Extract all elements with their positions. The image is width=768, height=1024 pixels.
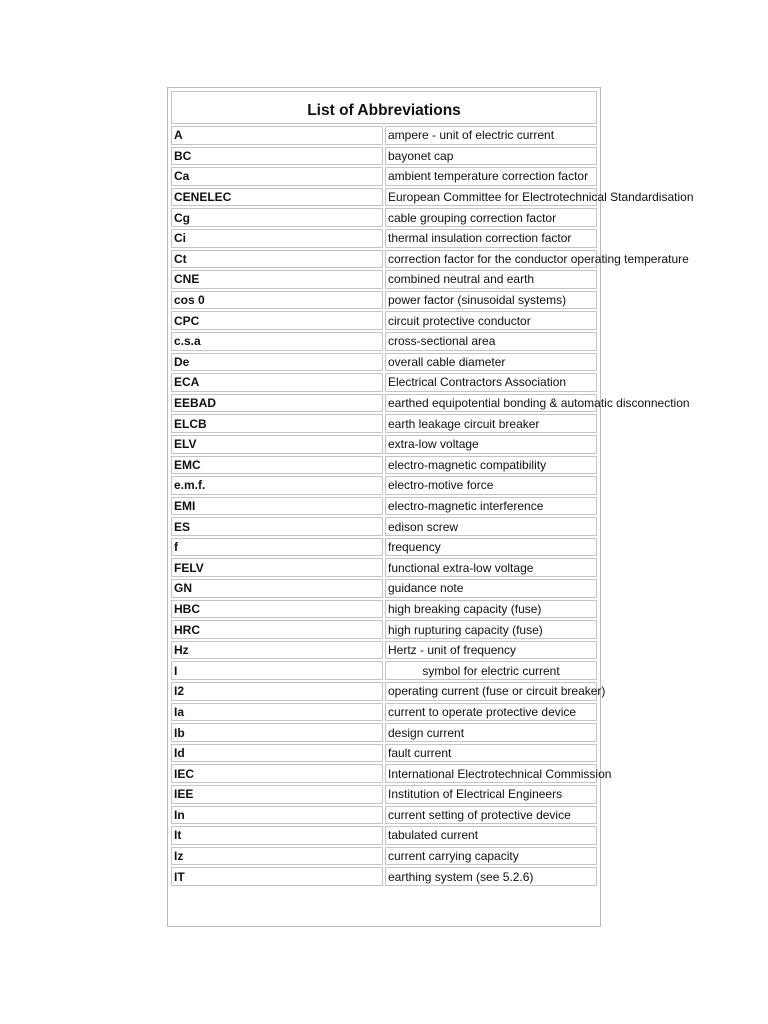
table-row (171, 806, 597, 825)
abbreviation-cell: I2 (171, 682, 383, 701)
definition-cell: cable grouping correction factor (385, 208, 597, 227)
definition-cell: Hertz - unit of frequency (385, 641, 597, 660)
abbreviation-cell: IEE (171, 785, 383, 804)
definition-cell: International Electrotechnical Commission (385, 764, 597, 783)
definition-cell: electro-magnetic compatibility (385, 456, 597, 475)
abbreviation-cell: I (171, 661, 383, 680)
table-row (171, 229, 597, 248)
definition-cell: cross-sectional area (385, 332, 597, 351)
table-row (171, 744, 597, 763)
table-row (171, 373, 597, 392)
abbreviation-cell: CPC (171, 311, 383, 330)
abbreviation-cell: EEBAD (171, 394, 383, 413)
table-row (171, 600, 597, 619)
definition-cell: current to operate protective device (385, 703, 597, 722)
abbreviation-cell: Ct (171, 250, 383, 269)
abbreviation-cell: ELCB (171, 414, 383, 433)
table-row (171, 826, 597, 845)
abbreviation-cell: CNE (171, 270, 383, 289)
definition-cell: power factor (sinusoidal systems) (385, 291, 597, 310)
abbreviation-cell: HRC (171, 620, 383, 639)
definition-cell: design current (385, 723, 597, 742)
table-row (171, 538, 597, 557)
definition-cell: current carrying capacity (385, 847, 597, 866)
abbreviation-cell: Hz (171, 641, 383, 660)
definition-cell: Electrical Contractors Association (385, 373, 597, 392)
definition-cell: thermal insulation correction factor (385, 229, 597, 248)
table-row (171, 435, 597, 454)
definition-cell: operating current (fuse or circuit breaker) (385, 682, 597, 701)
abbreviation-cell: ELV (171, 435, 383, 454)
table-row (171, 188, 597, 207)
definition-cell: functional extra-low voltage (385, 558, 597, 577)
table-row (171, 867, 597, 886)
abbreviation-cell: In (171, 806, 383, 825)
abbreviation-cell: FELV (171, 558, 383, 577)
definition-cell: ambient temperature correction factor (385, 167, 597, 186)
table-row (171, 764, 597, 783)
definition-cell: frequency (385, 538, 597, 557)
table-row (171, 497, 597, 516)
abbreviation-cell: Iz (171, 847, 383, 866)
table-row (171, 456, 597, 475)
table-row (171, 167, 597, 186)
table-row (171, 353, 597, 372)
definition-cell: Institution of Electrical Engineers (385, 785, 597, 804)
definition-cell: circuit protective conductor (385, 311, 597, 330)
definition-cell: high breaking capacity (fuse) (385, 600, 597, 619)
table-row (171, 394, 597, 413)
table-row (171, 250, 597, 269)
definition-cell: bayonet cap (385, 147, 597, 166)
table-row (171, 517, 597, 536)
table-row (171, 723, 597, 742)
table-row (171, 147, 597, 166)
table-row (171, 847, 597, 866)
table-row (171, 126, 597, 145)
definition-cell: fault current (385, 744, 597, 763)
abbreviation-cell: Id (171, 744, 383, 763)
abbreviation-cell: Cg (171, 208, 383, 227)
table-row (171, 641, 597, 660)
abbreviations-table (169, 89, 694, 888)
abbreviation-cell: EMI (171, 497, 383, 516)
table-row (171, 414, 597, 433)
definition-cell: symbol for electric current (385, 661, 597, 680)
abbreviations-table-body (171, 91, 694, 886)
abbreviation-cell: IT (171, 867, 383, 886)
table-title-row (171, 91, 597, 124)
definition-cell: high rupturing capacity (fuse) (385, 620, 597, 639)
table-row (171, 661, 597, 680)
definition-cell: edison screw (385, 517, 597, 536)
definition-cell: tabulated current (385, 826, 597, 845)
table-row (171, 620, 597, 639)
abbreviation-cell: HBC (171, 600, 383, 619)
table-row (171, 703, 597, 722)
definition-cell: earthed equipotential bonding & automatic disconnection (385, 394, 597, 413)
abbreviation-cell: It (171, 826, 383, 845)
abbreviation-cell: f (171, 538, 383, 557)
abbreviation-cell: Ib (171, 723, 383, 742)
definition-cell: earth leakage circuit breaker (385, 414, 597, 433)
abbreviation-cell: EMC (171, 456, 383, 475)
abbreviation-cell: IEC (171, 764, 383, 783)
definition-cell: earthing system (see 5.2.6) (385, 867, 597, 886)
abbreviation-cell: Ia (171, 703, 383, 722)
definition-cell: combined neutral and earth (385, 270, 597, 289)
table-row (171, 682, 597, 701)
abbreviations-table-frame (167, 87, 694, 927)
definition-cell: current setting of protective device (385, 806, 597, 825)
abbreviation-cell: cos 0 (171, 291, 383, 310)
abbreviation-cell: CENELEC (171, 188, 383, 207)
definition-cell: electro-magnetic interference (385, 497, 597, 516)
abbreviation-cell: ECA (171, 373, 383, 392)
table-row (171, 270, 597, 289)
definition-cell: European Committee for Electrotechnical Standardisation (385, 188, 597, 207)
definition-cell: ampere - unit of electric current (385, 126, 597, 145)
table-row (171, 558, 597, 577)
table-row (171, 291, 597, 310)
table-row (171, 311, 597, 330)
definition-cell: correction factor for the conductor operating temperature (385, 250, 597, 269)
abbreviation-cell: BC (171, 147, 383, 166)
definition-cell: guidance note (385, 579, 597, 598)
abbreviation-cell: c.s.a (171, 332, 383, 351)
abbreviation-cell: Ca (171, 167, 383, 186)
table-row (171, 332, 597, 351)
definition-cell: electro-motive force (385, 476, 597, 495)
table-row (171, 476, 597, 495)
table-row (171, 208, 597, 227)
document-title: List of Abbreviations (171, 91, 597, 124)
definition-cell: overall cable diameter (385, 353, 597, 372)
abbreviation-cell: Ci (171, 229, 383, 248)
abbreviation-cell: De (171, 353, 383, 372)
abbreviation-cell: A (171, 126, 383, 145)
table-row (171, 579, 597, 598)
abbreviation-cell: e.m.f. (171, 476, 383, 495)
abbreviation-cell: GN (171, 579, 383, 598)
definition-cell: extra-low voltage (385, 435, 597, 454)
table-row (171, 785, 597, 804)
abbreviation-cell: ES (171, 517, 383, 536)
